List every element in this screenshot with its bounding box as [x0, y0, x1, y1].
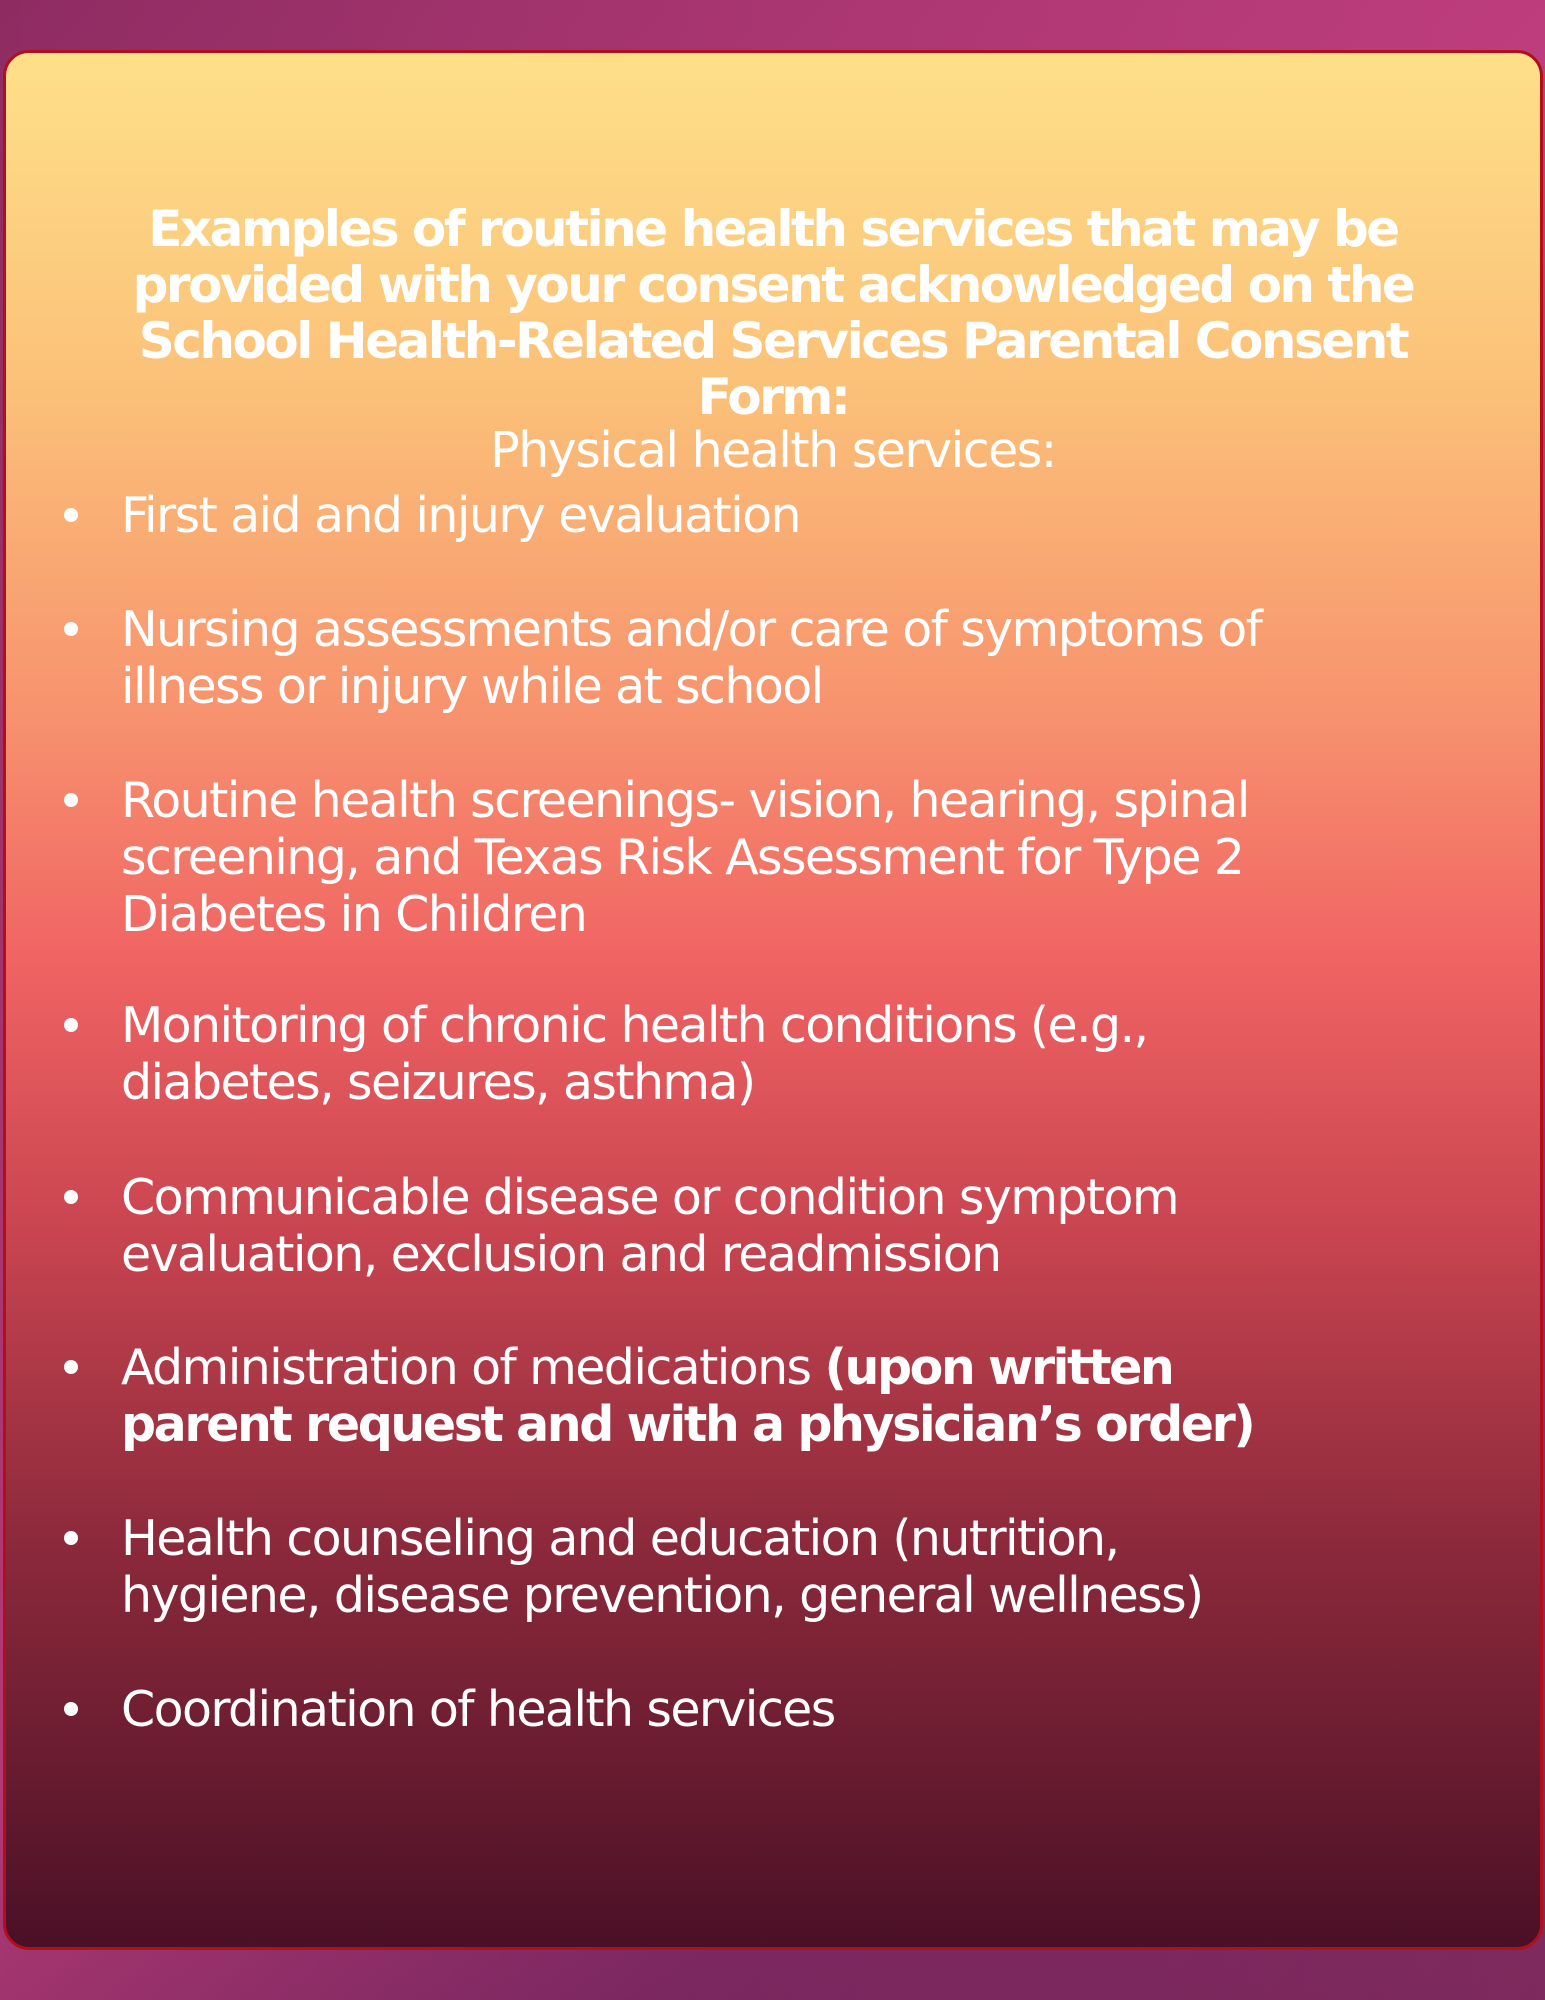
heading-line: Form:: [697, 368, 849, 426]
item-text: diabetes, seizures, asthma): [121, 1054, 755, 1111]
list-item: [121, 1339, 1253, 1453]
item-text: First aid and injury evaluation: [121, 487, 800, 544]
bullet-icon: [64, 1190, 78, 1204]
item-text: screening, and Texas Risk Assessment for Type 2: [121, 829, 1244, 886]
item-text: Diabetes in Children: [121, 886, 587, 943]
bullet-icon: [64, 793, 78, 807]
item-text: Nursing assessments and/or care of symptoms of: [121, 601, 1262, 658]
item-text: Monitoring of chronic health conditions (e.g.,: [121, 997, 1148, 1054]
bullet-icon: [64, 508, 78, 522]
bullet-icon: [64, 622, 78, 636]
bullet-icon: [64, 1531, 78, 1545]
list-item: [121, 997, 1147, 1111]
list-item: [121, 772, 1249, 943]
item-text: Administration of medications: [121, 1339, 825, 1396]
item-text: Communicable disease or condition symptom: [121, 1169, 1178, 1226]
list-item: [121, 1169, 1178, 1283]
list-item: [121, 1681, 835, 1738]
bullet-icon: [64, 1018, 78, 1032]
heading-line: provided with your consent acknowledged on the: [132, 256, 1414, 314]
heading-line: Examples of routine health services that may be: [148, 200, 1398, 258]
item-bold-text: parent request and with a physician’s order): [121, 1396, 1254, 1453]
subheading: Physical health services:: [490, 422, 1056, 479]
item-text: Health counseling and education (nutrition,: [121, 1510, 1119, 1567]
bullet-icon: [64, 1702, 78, 1716]
heading: [6, 201, 1540, 425]
list-item: [121, 601, 1261, 715]
item-text: Routine health screenings- vision, hearing, spinal: [121, 772, 1249, 829]
bullet-icon: [64, 1360, 78, 1374]
list-item: [121, 487, 800, 544]
item-text: Coordination of health services: [121, 1681, 835, 1738]
item-bold-text: (upon written: [824, 1339, 1173, 1396]
item-text: illness or injury while at school: [121, 658, 823, 715]
info-card: [3, 50, 1543, 1950]
item-text: evaluation, exclusion and readmission: [121, 1226, 1001, 1283]
item-text: hygiene, disease prevention, general wellness): [121, 1567, 1203, 1624]
heading-line: School Health-Related Services Parental Consent: [138, 312, 1408, 370]
list-item: [121, 1510, 1203, 1624]
